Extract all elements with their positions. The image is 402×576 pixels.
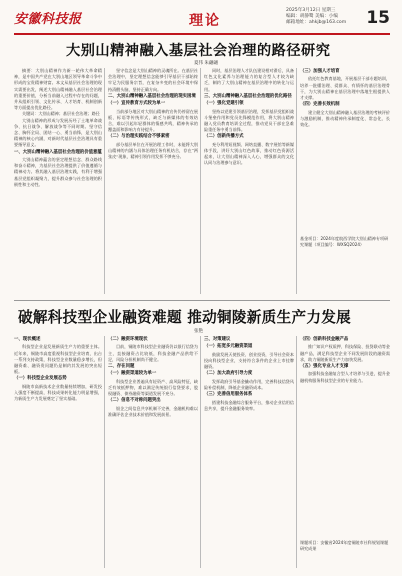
body-paragraph: 依托红色教育基地，开展基层干部专题培训，培养一批懂治理、爱群众、有情怀的基层治理骨干，为大别山精神在基层治理中落地生根提供人才支撑。 bbox=[300, 76, 390, 101]
article2-column-2 bbox=[108, 336, 198, 568]
page-number: 15 bbox=[366, 8, 390, 28]
article1-fund-note bbox=[300, 236, 390, 248]
section-heading: （二）信息不对称问题突出 bbox=[108, 398, 161, 404]
article1-column-2 bbox=[108, 68, 198, 294]
body-paragraph: 部分基层单位在开展治理工作时，未能将大别山精神的内涵与具体治理任务有机结合，存在“两张皮”现象，精神引领作用发挥不够充分。 bbox=[108, 141, 198, 160]
column-divider bbox=[200, 336, 201, 568]
section-heading: （五）强化专业人才支撑 bbox=[300, 364, 349, 370]
body-paragraph: 搭建科技金融综合服务平台，推动企业信用信息共享，提升金融服务效率。 bbox=[204, 399, 294, 411]
article2-column-4 bbox=[300, 336, 390, 496]
body-paragraph: 铜陵市高新技术企业数量持续增加，研发投入强度不断提高，科技成果转化能力明显增强，为新质生产力发展奠定了坚实基础。 bbox=[14, 383, 102, 402]
issue-date: 2025年3月12日 星期三 bbox=[286, 8, 336, 13]
article2-fund-text: 课题项目：安徽省2024年度铜陵市社科规划课题研究成果 bbox=[300, 540, 389, 551]
body-paragraph: 科技型企业普遍具有轻资产、高风险特征，缺乏有效抵押物，难以满足传统银行信贷要求，股权融资、债券融资等渠道发展不充分。 bbox=[108, 378, 198, 397]
section-heading: 二、大别山精神融入基层社会治理的现实困境 bbox=[108, 93, 196, 99]
column-divider bbox=[296, 336, 297, 568]
body-paragraph: 加强科技金融复合型人才培养与引进，提升金融机构服务科技型企业的专业能力。 bbox=[300, 371, 390, 383]
article1-column-3 bbox=[204, 68, 294, 294]
issue-email: 邮箱地址：ahkjb@163.com bbox=[286, 20, 347, 25]
article1-column-1 bbox=[14, 68, 102, 294]
section-heading: （一）科技型企业发展态势 bbox=[14, 376, 67, 382]
body-paragraph: 关键词：大别山精神；基层社会治理；路径 bbox=[22, 111, 100, 117]
section-heading: （二）与治理实践结合不够紧密 bbox=[108, 134, 170, 140]
article2-title: 破解科技型企业融资难题 推动铜陵新质生产力发展 bbox=[18, 309, 352, 326]
body-paragraph: 发挥政府引导基金撬动作用，完善科技信贷风险补偿机制，降低企业融资成本。 bbox=[204, 378, 294, 391]
column-divider bbox=[200, 68, 201, 294]
masthead bbox=[14, 6, 390, 32]
article1-column-4 bbox=[300, 68, 390, 228]
section-heading: 二、存在问题 bbox=[108, 364, 135, 370]
section-heading: （一）宣传教育方式较为单一 bbox=[108, 101, 166, 107]
header-rule bbox=[14, 33, 390, 35]
column-divider bbox=[296, 68, 297, 294]
section-heading: 一、现状概述 bbox=[14, 337, 41, 342]
body-paragraph: 鼓励发展天使投资、创业投资，引导社会资本投向科技型企业，支持符合条件的企业上市挂牌融资。 bbox=[204, 351, 294, 370]
section-heading: 三、大别山精神融入基层社会治理的优化路径 bbox=[204, 93, 292, 99]
body-paragraph: 坚持以党建引领基层治理，发挥基层党组织战斗堡垒作用和党员先锋模范作用，将大别山精神融入党员教育培训全过程，推动党员干部在急难险重任务中勇当前锋。 bbox=[204, 108, 294, 133]
body-paragraph: 科技型企业是发展新质生产力的重要主体。近年来，铜陵市高度重视科技型企业培育，出台一系列支持政策，科技型企业数量稳步增长，但融资难、融资贵问题仍是制约其发展的突出短板。 bbox=[14, 344, 102, 375]
section-heading: 一、大别山精神融入基层社会治理的价值意蕴 bbox=[14, 149, 102, 155]
issue-info bbox=[286, 8, 364, 26]
body-paragraph: 大别山精神蕴含的坚定理想信念、群众路线和奋斗精神，为基层社会治理提供了价值遵循与精神动力。将其融入基层治理实践，有利于增强基层党组织凝聚力，提升群众参与社会治理的积极性和主动性。 bbox=[14, 157, 102, 187]
body-paragraph: 同时，基层治理人才队伍建设相对滞后，具备红色文化素养与治理能力的复合型人才较为缺乏，制约了大别山精神在基层治理中的转化与运用。 bbox=[204, 68, 294, 92]
section-heading: （二）融资环境现状 bbox=[108, 337, 148, 342]
article2-column-1 bbox=[14, 336, 102, 568]
body-paragraph: 大别山精神的形成与发展历经了土地革命战争、抗日战争、解放战争等不同时期。坚守信念、胸怀全局、团结一心、勇当前锋，是大别山精神的核心内涵，对新时代基层社会治理具有重要指导意义。 bbox=[14, 117, 102, 148]
section-heading: （一）强化党建引领 bbox=[204, 101, 244, 107]
section-heading: 三、对策建议 bbox=[204, 337, 231, 342]
section-heading: （一）拓宽多元融资渠道 bbox=[204, 344, 253, 350]
body-paragraph: 目前，铜陵市科技型企业融资仍以银行信贷为主，直接融资占比较低，科技金融产品供给不足，风险分担机制尚不健全。 bbox=[108, 344, 198, 362]
issue-editor: 编辑：胡静鹭 美编：小编 bbox=[286, 14, 338, 19]
body-paragraph: 建立健全大别山精神融入基层治理的考核评价与激励机制，推动精神传承制度化、常态化、长效化。 bbox=[300, 109, 390, 128]
section-heading: （二）加大政府引导力度 bbox=[204, 371, 253, 377]
section-heading: （三）加强人才培育 bbox=[300, 69, 340, 74]
section-title: 理论 bbox=[189, 13, 221, 29]
article1-fund-text: 基金项目：2024年度皖西学院大别山精神专项研究课题（项目编号：WXSQ2024） bbox=[300, 236, 389, 247]
section-heading: （一）融资渠道较为单一 bbox=[108, 371, 157, 377]
article2-column-3 bbox=[204, 336, 294, 568]
article2-fund-note bbox=[300, 540, 390, 552]
body-paragraph: 充分利用短视频、网络直播、数字展馆等新媒体手段，讲好大别山红色故事，推动红色资源活起来，让大别山精神深入人心，增强群众的文化认同与治理参与意识。 bbox=[204, 141, 294, 166]
body-paragraph: 摘要：大别山精神作为新一轮伟大革命精神，是中国共产党在大别山地区领导革命斗争中形成的宝贵精神财富。本文从基层社会治理的现实需要出发，阐述大别山精神融入基层社会治理的重要价值，分析当前融入过程中存在的问题，并从组织引领、文化传承、人才培育、机制创新等方面提出优化路径。 bbox=[14, 68, 102, 111]
article1-byline: 夏伟 朱翩翩 bbox=[194, 61, 218, 66]
column-divider bbox=[104, 336, 105, 568]
body-paragraph: 推广知识产权质押、科技保险、投贷联动等金融产品，满足科技型企业不同发展阶段的融资需求，助力铜陵新质生产力加快发展。 bbox=[300, 344, 390, 362]
article2-byline: 张艳 bbox=[194, 329, 203, 334]
section-divider bbox=[14, 300, 390, 301]
section-heading: （二）创新传播方式 bbox=[204, 134, 244, 140]
section-heading: （四）创新科技金融产品 bbox=[300, 337, 349, 342]
body-paragraph: 坚守信念是大别山精神的灵魂所在。在基层社会治理中，坚定理想信念能够引导基层干部始终牢记为民服务宗旨，在复杂多变的社会环境中保持清醒头脑，坚持正确方向。 bbox=[108, 68, 198, 92]
section-heading: （四）完善长效机制 bbox=[300, 102, 340, 108]
section-heading: （三）完善信用服务体系 bbox=[204, 392, 253, 398]
column-divider bbox=[104, 68, 105, 294]
article1-title: 大别山精神融入基层社会治理的路径研究 bbox=[66, 43, 331, 59]
newspaper-logo: 安徽科技报 bbox=[14, 12, 82, 27]
body-paragraph: 当前部分地区对大别山精神的宣传仍停留在展板、标语等传统形式，缺乏与新媒体的有效结合，难以引起年轻群体的情感共鸣，精神传承的覆盖面和影响力有待提升。 bbox=[108, 108, 198, 133]
body-paragraph: 银企之间信息共享机制不完善，金融机构难以准确评估企业技术价值和发展前景。 bbox=[108, 405, 198, 418]
